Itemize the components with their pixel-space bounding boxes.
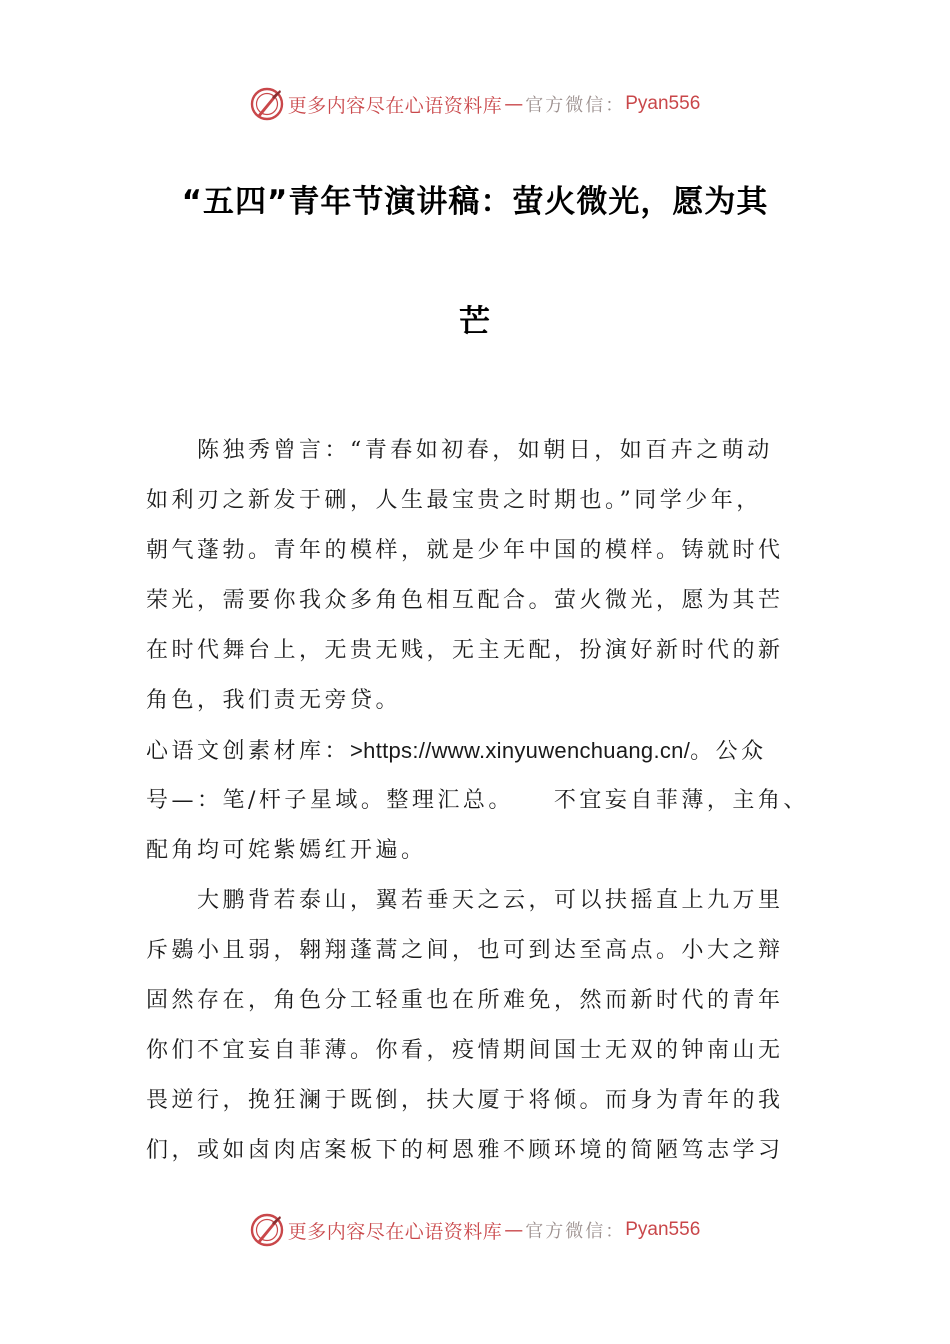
wechat-id: Pyan556: [625, 93, 701, 114]
source-line: [146, 726, 826, 776]
official-wechat-label: 官方微信：: [525, 1221, 626, 1242]
paragraph-line: 号—：笔/杆子星域。整理汇总。 不宜妄自菲薄，主角、: [146, 788, 809, 813]
document-title-line-2: 芒: [459, 304, 491, 340]
source-url-link[interactable]: >https://www.xinyuwenchuang.cn/: [350, 738, 691, 763]
document-body: [146, 426, 826, 1176]
paragraph-line: 在时代舞台上，无贵无贱，无主无配，扮演好新时代的新: [146, 638, 784, 663]
paragraph-line: 陈独秀曾言：“青春如初春，如朝日，如百卉之萌动: [197, 438, 773, 463]
footer-banner: [0, 1210, 950, 1250]
wechat-id: Pyan556: [625, 1219, 701, 1240]
promo-dash: —: [504, 93, 524, 115]
paragraph-line: 如利刃之新发于硎，人生最宝贵之时期也。”同学少年，: [146, 488, 762, 513]
official-wechat-label: 官方微信：: [525, 95, 626, 116]
promo-text: 更多内容尽在心语资料库: [287, 94, 503, 117]
paragraph-line: 斥鷃小且弱，翱翔蓬蒿之间，也可到达至高点。小大之辩: [146, 938, 784, 963]
quill-logo-icon: [250, 1213, 284, 1247]
promo-text: 更多内容尽在心语资料库: [287, 1220, 503, 1243]
promo-dash: —: [504, 1219, 524, 1241]
paragraph-line: 们，或如卤肉店案板下的柯恩雅不顾环境的简陋笃志学习: [146, 1138, 784, 1163]
paragraph-line: 你们不宜妄自菲薄。你看，疫情期间国士无双的钟南山无: [146, 1038, 784, 1063]
paragraph-line: 角色，我们责无旁贷。: [146, 688, 402, 713]
source-prefix: 心语文创素材库：: [146, 739, 351, 764]
paragraph-line: 畏逆行，挽狂澜于既倒，扶大厦于将倾。而身为青年的我: [146, 1088, 784, 1113]
paragraph-line: 荣光，需要你我众多角色相互配合。萤火微光，愿为其芒: [146, 588, 784, 613]
paragraph-line: 固然存在，角色分工轻重也在所难免，然而新时代的青年: [146, 988, 784, 1013]
paragraph-line: 朝气蓬勃。青年的模样，就是少年中国的模样。铸就时代: [146, 538, 784, 563]
header-banner: [0, 84, 950, 124]
document-title-line-1: “五四”青年节演讲稿：萤火微光，愿为其: [181, 184, 769, 220]
paragraph-line: 大鹏背若泰山，翼若垂天之云，可以扶摇直上九万里: [197, 888, 784, 913]
source-suffix: 。公众: [690, 739, 767, 764]
quill-logo-icon: [250, 87, 284, 121]
paragraph-line: 配角均可姹紫嫣红开遍。: [146, 838, 427, 863]
